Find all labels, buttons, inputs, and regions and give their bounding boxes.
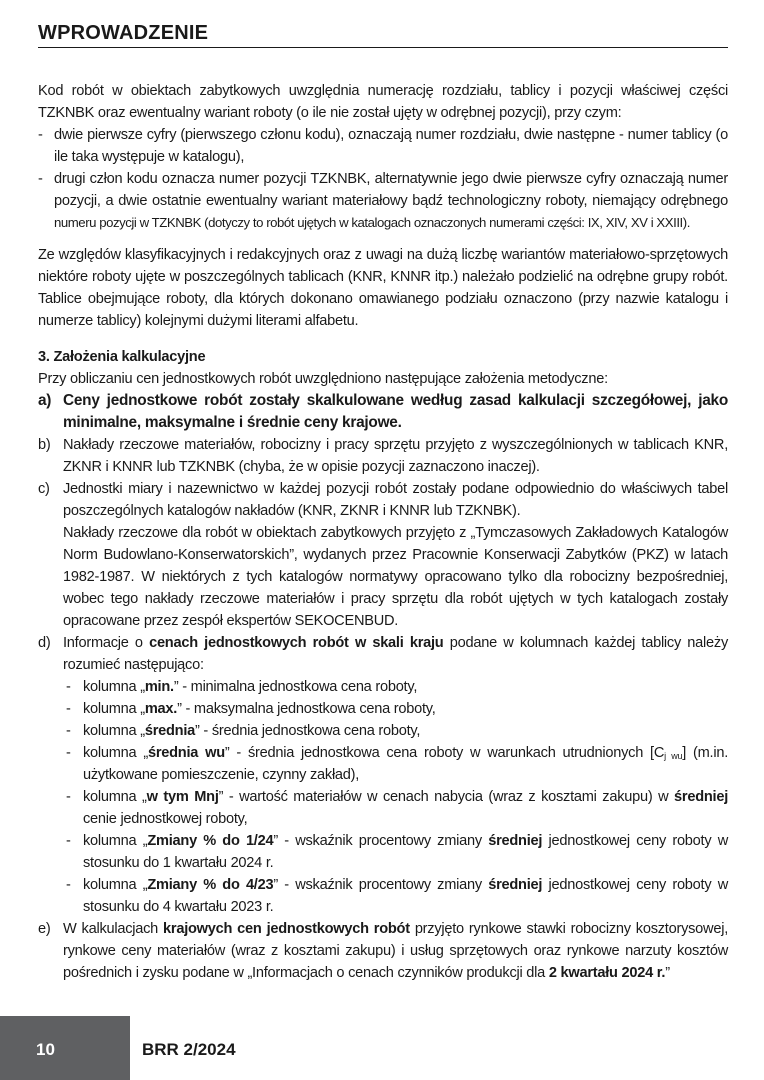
intro-paragraph-2: Ze względów klasyfikacyjnych i redakcyjnych oraz z uwagi na dużą liczbę wariantów materiałowo-sprzętowych niektóre roboty ujęte w poszczególnych tablicach (KNR, KNNR itp.) należało podzielić na odrębne grupy robót. Tablice obejmujące roboty, dla których dokonano omawianego podziału oznaczono (przy nazwie katalogu i numerze tablicy) kolejnymi dużymi literami alfabetu. bbox=[38, 247, 728, 329]
list-item-text-small: numeru pozycji w TZKNBK (dotyczy to robót ujętych w katalogach oznaczonych numerami części: IX, XIV, XV i XXIII). bbox=[54, 215, 690, 230]
list-item-text: Informacje o cenach jednostkowych robót w skali kraju podane w kolumnach każdej tablicy należy rozumieć następująco: bbox=[63, 635, 728, 673]
page-header bbox=[38, 22, 728, 48]
list-item-a bbox=[38, 390, 728, 434]
list-item-text-continued: Nakłady rzeczowe dla robót w obiektach zabytkowych przyjęto z „Tymczasowych Zakładowych Katalogów Norm Budowlano-Konserwatorskich”, wydanych przez Pracownie Konserwacji Zabytków (PKZ) w latach 1982-1987. W niektórych z tych katalogów normatywy opracowano tylko dla robocizny bezpośredniej, wobec tego nakłady rzeczowe materiałów i pracy sprzętu dla robót ujętych w tych katalogach zostały opracowane przez zespół ekspertów SEKOCENBUD. bbox=[63, 525, 728, 629]
publication-issue: BRR 2/2024 bbox=[142, 1040, 236, 1059]
list-item-text: Nakłady rzeczowe materiałów, robocizny i pracy sprzętu przyjęto z wyszczególnionych w tablicach KNR, ZKNR i KNNR lub TZKNBK (chyba, że w opisie pozycji zaznaczono inaczej). bbox=[63, 437, 728, 475]
list-item bbox=[38, 124, 728, 168]
list-item bbox=[38, 168, 728, 234]
dash-bullet: - bbox=[66, 701, 71, 717]
section-lead: Przy obliczaniu cen jednostkowych robót uwzględniono następujące założenia metodyczne: bbox=[38, 371, 608, 387]
list-marker: a) bbox=[38, 392, 52, 409]
column-description: - kolumna „średnia wu” - średnia jednostkowa cena roboty w warunkach utrudnionych $[C_{j wu}]$ (m.in. użytkowane pomieszczenie, czynny zakład), bbox=[66, 742, 728, 786]
list-item-text: drugi człon kodu oznacza numer pozycji TZKNBK, alternatywnie jego dwie pierwsze cyfry oznaczają numer pozycji, a dwie ostatnie ewentualny wariant materiałowy bądź technologiczny roboty, niemający odrębnego bbox=[54, 171, 728, 209]
footer-issue-block bbox=[130, 1016, 764, 1080]
column-description: - kolumna „Zmiany % do 1/24” - wskaźnik procentowy zmiany średniej jednostkowej ceny roboty w stosunku do 1 kwartału 2024 r. bbox=[66, 830, 728, 874]
column-description: - kolumna „Zmiany % do 4/23” - wskaźnik procentowy zmiany średniej jednostkowej ceny roboty w stosunku do 4 kwartału 2023 r. bbox=[66, 874, 728, 918]
page-number: 10 bbox=[36, 1040, 55, 1059]
dash-bullet: - bbox=[66, 877, 71, 893]
column-description: - kolumna „średnia” - średnia jednostkowa cena roboty, bbox=[66, 720, 728, 742]
list-marker: d) bbox=[38, 635, 51, 651]
column-description: - kolumna „w tym Mnj” - wartość materiałów w cenach nabycia (wraz z kosztami zakupu) w średniej cenie jednostkowej roboty, bbox=[66, 786, 728, 830]
list-item-b bbox=[38, 434, 728, 478]
list-item-text: Ceny jednostkowe robót zostały skalkulowane według zasad kalkulacji szczegółowej, jako minimalne, maksymalne i średnie ceny krajowe. bbox=[63, 392, 728, 431]
list-marker: c) bbox=[38, 481, 50, 497]
list-item-text: Jednostki miary i nazewnictwo w każdej pozycji robót zostały podane odpowiednio do właściwych tabel poszczególnych katalogów nakładów (KNR, ZKNR i KNNR lub TZKNBK). bbox=[63, 481, 728, 519]
page-title: WPROWADZENIE bbox=[38, 22, 209, 44]
dash-bullet: - bbox=[66, 833, 71, 849]
dash-bullet: - bbox=[66, 723, 71, 739]
list-item-e bbox=[38, 918, 728, 984]
main-content bbox=[38, 80, 728, 984]
list-marker: e) bbox=[38, 921, 51, 937]
dash-bullet: - bbox=[66, 789, 71, 805]
list-item-c bbox=[38, 478, 728, 632]
list-item-d bbox=[38, 632, 728, 918]
list-marker: b) bbox=[38, 437, 51, 453]
section-heading: 3. Założenia kalkulacyjne bbox=[38, 349, 206, 365]
intro-paragraph-1: Kod robót w obiektach zabytkowych uwzględnia numerację rozdziału, tablicy i pozycji właściwej części TZKNBK oraz ewentualny wariant roboty (o ile nie został ujęty w odrębnej pozycji), przy czym: bbox=[38, 83, 728, 121]
column-description: - kolumna „min.” - minimalna jednostkowa cena roboty, bbox=[66, 676, 728, 698]
dash-bullet: - bbox=[66, 679, 71, 695]
list-item-text: W kalkulacjach krajowych cen jednostkowych robót przyjęto rynkowe stawki robocizny kosztorysowej, rynkowe ceny materiałów (wraz z kosztami zakupu) i usług sprzętowych oraz rynkowe narzuty kosztów pośrednich i zysku podane w „Informacjach o cenach czynników produkcji dla 2 kwartału 2024 r.” bbox=[63, 921, 728, 981]
dash-bullet: - bbox=[38, 171, 43, 187]
list-item-text: dwie pierwsze cyfry (pierwszego członu kodu), oznaczają numer rozdziału, dwie następne - numer tablicy (o ile taka występuje w katalogu), bbox=[54, 127, 728, 165]
footer-page-block bbox=[0, 1016, 130, 1080]
column-description: - kolumna „max.” - maksymalna jednostkowa cena roboty, bbox=[66, 698, 728, 720]
dash-bullet: - bbox=[66, 745, 71, 761]
dash-bullet: - bbox=[38, 127, 43, 143]
